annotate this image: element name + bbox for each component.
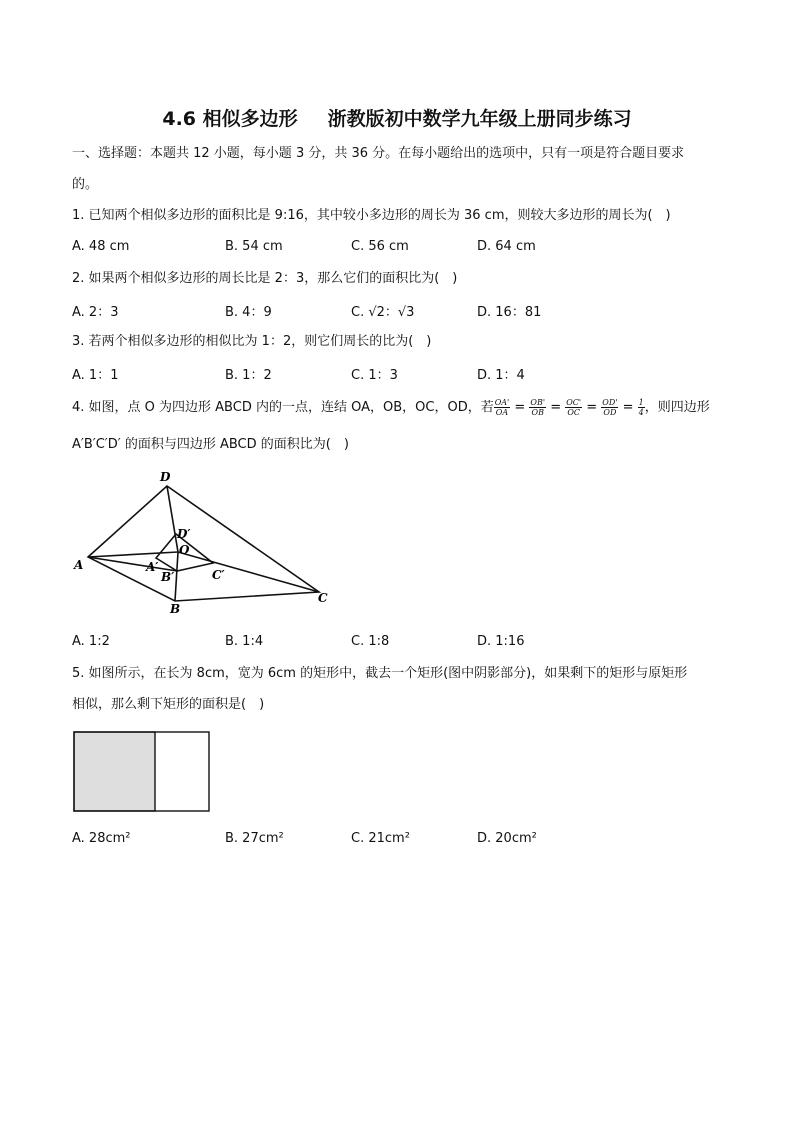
section-header-line2: 的。: [72, 177, 99, 192]
q4-option-c[interactable]: C. 1:8: [351, 634, 390, 649]
q5-option-b[interactable]: B. 27cm²: [225, 831, 284, 846]
q4-text-b: ，则四边形: [644, 400, 710, 415]
title-part2: 浙教版初中数学九年级上册同步练习: [327, 108, 632, 130]
q2-option-a[interactable]: A. 2：3: [72, 305, 119, 320]
q3-option-c[interactable]: C. 1：3: [351, 368, 398, 383]
label-c: C: [318, 591, 328, 605]
label-d-prime: D′: [177, 527, 191, 541]
quadrilateral-abcd: [88, 486, 319, 601]
q5-option-d[interactable]: D. 20cm²: [477, 831, 537, 846]
quadrilateral-figure: [70, 466, 340, 618]
question-4-line1: 4. 如图，点 O 为四边形 ABCD 内的一点，连结 OA，OB，OC，OD，若 $\frac{OA'}{OA}$ = $\frac{OB'}{OB}$ = $\frac{OC'}{OC}$ = $\frac{OD'}{OD}$ = $\frac{1}{4}$ ，则四边形: [72, 398, 710, 417]
q2-option-c[interactable]: C. √2：√3: [351, 305, 415, 320]
q5-option-a[interactable]: A. 28cm²: [72, 831, 131, 846]
q4-text-a: 4. 如图，点 O 为四边形 ABCD 内的一点，连结 OA，OB，OC，OD，若: [72, 400, 494, 415]
page-title: [0, 104, 794, 131]
question-1-text: 1. 已知两个相似多边形的面积比是 9:16，其中较小多边形的周长为 36 cm，则较大多边形的周长为( ): [72, 208, 671, 223]
q3-option-b[interactable]: B. 1：2: [225, 368, 272, 383]
shaded-rectangle: [74, 732, 155, 811]
segment-oa: [88, 552, 178, 557]
label-b: B: [170, 602, 181, 616]
question-4-line2: A′B′C′D′ 的面积与四边形 ABCD 的面积比为( ): [72, 437, 349, 452]
label-b-prime: B′: [161, 570, 175, 584]
q1-option-c[interactable]: C. 56 cm: [351, 239, 409, 254]
q4-fraction-4: $\frac{OD'}{OD}$: [602, 398, 618, 417]
q1-option-d[interactable]: D. 64 cm: [477, 239, 536, 254]
q1-option-a[interactable]: A. 48 cm: [72, 239, 130, 254]
question-5-line2: 相似，那么剩下矩形的面积是( ): [72, 697, 265, 712]
q4-fraction-3: $\frac{OC'}{OC}$: [566, 398, 582, 417]
q5-option-c[interactable]: C. 21cm²: [351, 831, 410, 846]
q4-fraction-5: $\frac{1}{4}$: [638, 398, 644, 417]
question-2-text: 2. 如果两个相似多边形的周长比是 2：3，那么它们的面积比为( ): [72, 271, 458, 286]
q4-option-d[interactable]: D. 1:16: [477, 634, 525, 649]
figure-lines: [88, 486, 319, 601]
label-o: O: [179, 543, 190, 557]
q4-option-a[interactable]: A. 1:2: [72, 634, 110, 649]
q2-option-d[interactable]: D. 16：81: [477, 305, 542, 320]
label-a: A: [74, 558, 84, 572]
rectangle-figure: [73, 731, 211, 813]
q4-fraction-2: $\frac{OB'}{OB}$: [530, 398, 546, 417]
question-5-line1: 5. 如图所示，在长为 8cm，宽为 6cm 的矩形中，截去一个矩形(图中阴影部分)，如果剩下的矩形与原矩形: [72, 666, 688, 681]
label-d: D: [160, 470, 171, 484]
q3-option-d[interactable]: D. 1：4: [477, 368, 525, 383]
section-header-line1: 一、选择题：本题共 12 小题，每小题 3 分，共 36 分。在每小题给出的选项中，只有一项是符合题目要求: [72, 146, 685, 161]
question-3-text: 3. 若两个相似多边形的相似比为 1：2，则它们周长的比为( ): [72, 334, 432, 349]
segment-oc: [178, 552, 319, 592]
q2-option-b[interactable]: B. 4：9: [225, 305, 272, 320]
title-part1: 4.6 相似多边形: [162, 108, 298, 130]
q4-fraction-1: $\frac{OA'}{OA}$: [494, 398, 510, 417]
label-c-prime: C′: [212, 568, 225, 582]
label-a-prime: A′: [146, 560, 159, 574]
q3-option-a[interactable]: A. 1：1: [72, 368, 119, 383]
segment-ob: [175, 552, 178, 601]
q4-option-b[interactable]: B. 1:4: [225, 634, 264, 649]
q1-option-b[interactable]: B. 54 cm: [225, 239, 283, 254]
